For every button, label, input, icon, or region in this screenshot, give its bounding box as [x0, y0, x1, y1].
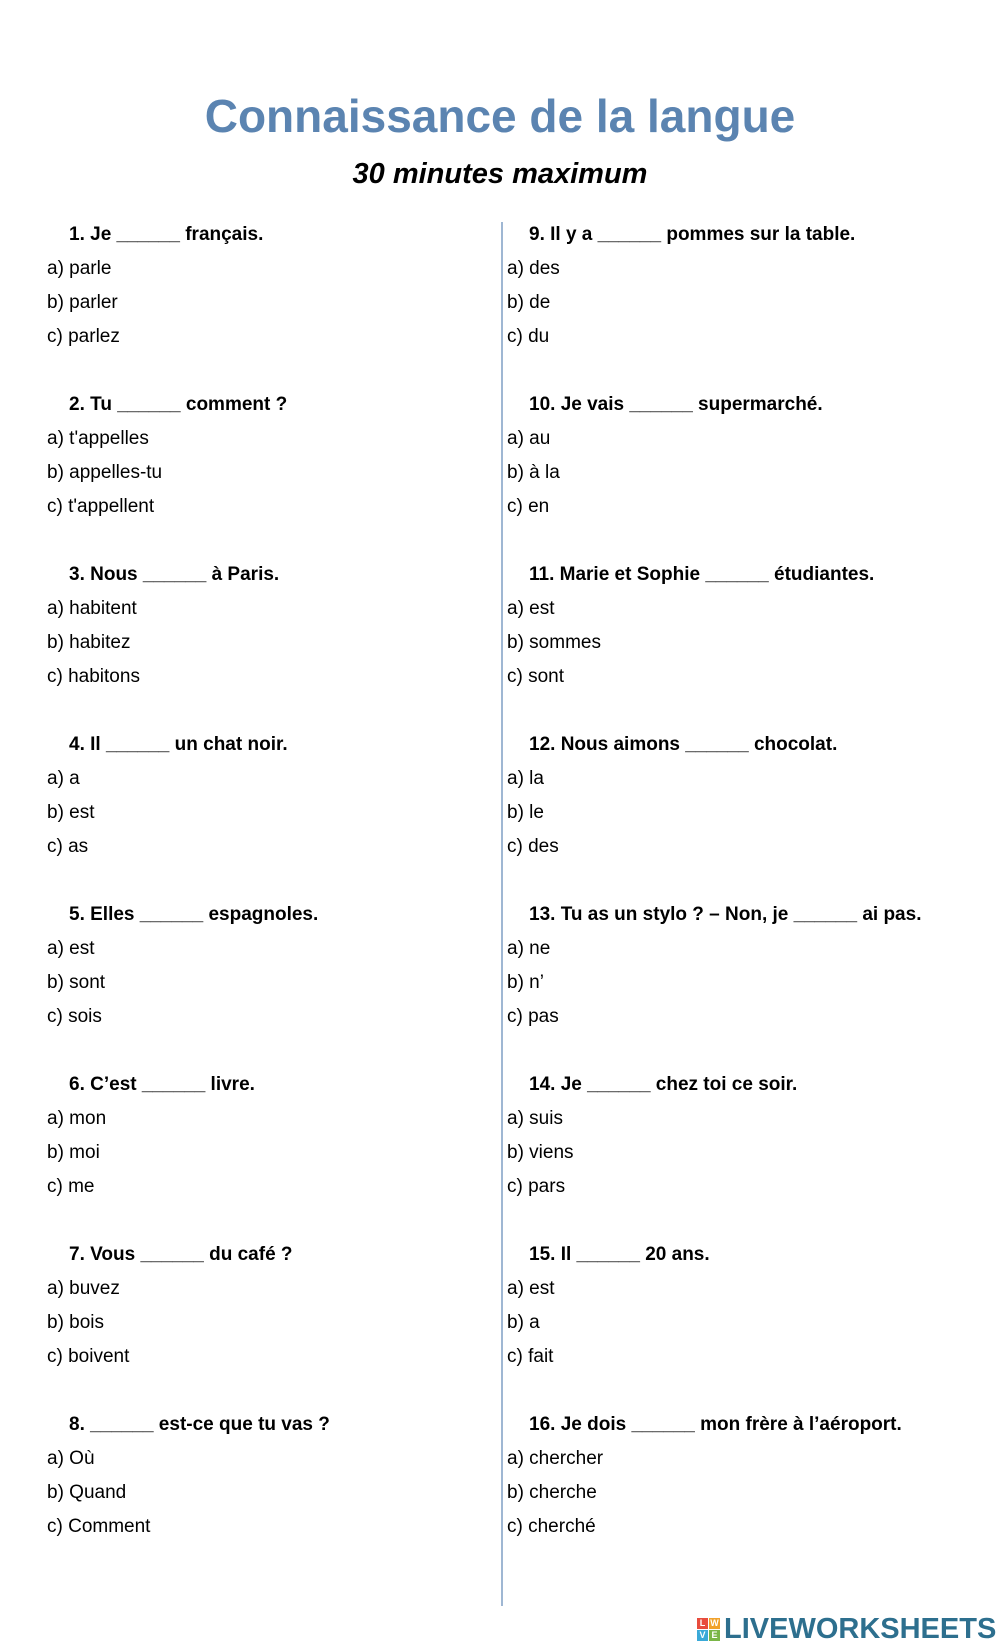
question-10 — [507, 388, 987, 558]
option-b[interactable]: b) parler — [47, 292, 118, 313]
question-6 — [47, 1068, 487, 1238]
option-a[interactable]: a) parle — [47, 258, 112, 279]
option-b[interactable]: b) est — [47, 802, 95, 823]
option-c[interactable]: c) sont — [507, 666, 565, 687]
question-11 — [507, 558, 987, 728]
option-b[interactable]: b) sont — [47, 972, 106, 993]
option-a[interactable]: a) mon — [47, 1108, 107, 1129]
logo-text: LIVEWORKSHEETS — [724, 1613, 997, 1645]
option-b[interactable]: b) sommes — [507, 632, 601, 653]
question-text: 14. Je ______ chez toi ce soir. — [529, 1074, 798, 1095]
option-b[interactable]: b) viens — [507, 1142, 574, 1163]
option-b[interactable]: b) cherche — [507, 1482, 597, 1503]
option-b[interactable]: b) le — [507, 802, 544, 823]
question-text: 16. Je dois ______ mon frère à l’aéroport. — [529, 1414, 902, 1435]
logo-letter: E — [709, 1630, 720, 1641]
option-c[interactable]: c) des — [507, 836, 559, 857]
option-c[interactable]: c) pas — [507, 1006, 559, 1027]
option-c[interactable]: c) me — [47, 1176, 95, 1197]
option-a[interactable]: a) suis — [507, 1108, 563, 1129]
option-c[interactable]: c) habitons — [47, 666, 140, 687]
option-b[interactable]: b) appelles-tu — [47, 462, 163, 483]
question-text: 1. Je ______ français. — [69, 224, 264, 245]
question-16 — [507, 1408, 987, 1578]
question-15 — [507, 1238, 987, 1408]
option-a[interactable]: a) ne — [507, 938, 551, 959]
question-3 — [47, 558, 487, 728]
option-b[interactable]: b) habitez — [47, 632, 131, 653]
option-c[interactable]: c) pars — [507, 1176, 566, 1197]
question-text: 11. Marie et Sophie ______ étudiantes. — [529, 564, 875, 585]
option-a[interactable]: a) des — [507, 258, 560, 279]
option-a[interactable]: a) a — [47, 768, 80, 789]
option-b[interactable]: b) bois — [47, 1312, 105, 1333]
logo-letter: W — [710, 1617, 719, 1628]
question-12 — [507, 728, 987, 898]
question-text: 9. Il y a ______ pommes sur la table. — [529, 224, 856, 245]
question-2 — [47, 388, 487, 558]
question-text: 10. Je vais ______ supermarché. — [529, 394, 823, 415]
question-1 — [47, 218, 487, 388]
option-b[interactable]: b) a — [507, 1312, 540, 1333]
option-a[interactable]: a) est — [507, 598, 555, 619]
option-a[interactable]: a) Où — [47, 1448, 95, 1469]
option-c[interactable]: c) parlez — [47, 326, 120, 347]
left-question-column — [47, 218, 487, 1578]
page-subtitle: 30 minutes maximum — [352, 158, 648, 190]
logo-letter: L — [697, 1618, 708, 1629]
option-b[interactable]: b) à la — [507, 462, 560, 483]
option-a[interactable]: a) habitent — [47, 598, 137, 619]
option-c[interactable]: c) t'appellent — [47, 496, 155, 517]
option-a[interactable]: a) est — [47, 938, 95, 959]
question-text: 13. Tu as un stylo ? – Non, je ______ ai pas. — [529, 904, 922, 925]
liveworksheets-logo[interactable] — [697, 1612, 996, 1646]
question-4 — [47, 728, 487, 898]
question-9 — [507, 218, 987, 388]
option-a[interactable]: a) buvez — [47, 1278, 120, 1299]
option-c[interactable]: c) cherché — [507, 1516, 596, 1537]
liveworksheets-logo-icon — [697, 1618, 720, 1641]
question-text: 12. Nous aimons ______ chocolat. — [529, 734, 838, 755]
question-7 — [47, 1238, 487, 1408]
question-14 — [507, 1068, 987, 1238]
option-c[interactable]: c) du — [507, 326, 550, 347]
question-13 — [507, 898, 987, 1068]
option-a[interactable]: a) est — [507, 1278, 555, 1299]
option-b[interactable]: b) Quand — [47, 1482, 127, 1503]
option-c[interactable]: c) sois — [47, 1006, 102, 1027]
question-text: 2. Tu ______ comment ? — [69, 394, 288, 415]
option-a[interactable]: a) t'appelles — [47, 428, 149, 449]
logo-letter: V — [697, 1630, 708, 1641]
question-text: 7. Vous ______ du café ? — [69, 1244, 293, 1265]
right-question-column — [507, 218, 987, 1578]
option-c[interactable]: c) fait — [507, 1346, 554, 1367]
column-divider — [501, 222, 503, 1606]
question-text: 6. C’est ______ livre. — [69, 1074, 255, 1095]
option-c[interactable]: c) en — [507, 496, 550, 517]
option-b[interactable]: b) moi — [47, 1142, 100, 1163]
page-title: Connaissance de la langue — [204, 90, 796, 142]
option-a[interactable]: a) au — [507, 428, 551, 449]
option-c[interactable]: c) boivent — [47, 1346, 130, 1367]
question-5 — [47, 898, 487, 1068]
option-c[interactable]: c) Comment — [47, 1516, 151, 1537]
question-8 — [47, 1408, 487, 1578]
question-text: 5. Elles ______ espagnoles. — [69, 904, 319, 925]
question-text: 3. Nous ______ à Paris. — [69, 564, 280, 585]
option-a[interactable]: a) la — [507, 768, 544, 789]
option-b[interactable]: b) de — [507, 292, 551, 313]
question-text: 4. Il ______ un chat noir. — [69, 734, 288, 755]
option-a[interactable]: a) chercher — [507, 1448, 604, 1469]
question-text: 15. Il ______ 20 ans. — [529, 1244, 710, 1265]
question-text: 8. ______ est-ce que tu vas ? — [69, 1414, 330, 1435]
option-c[interactable]: c) as — [47, 836, 89, 857]
option-b[interactable]: b) n’ — [507, 972, 544, 993]
